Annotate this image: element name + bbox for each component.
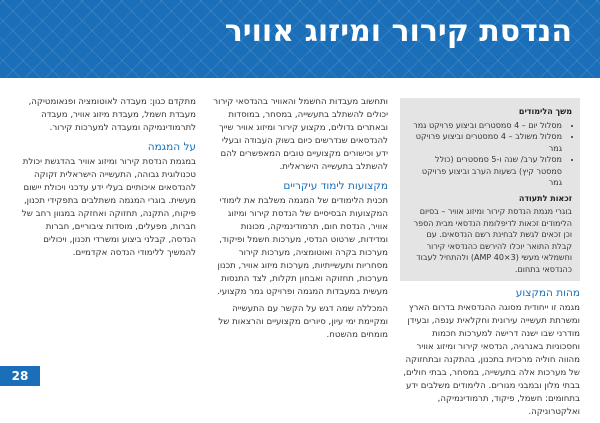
paragraph: מתקדם כגון: מעבדה לאוטומציה ופנאומטיקה, מעבדת חשמל, מעבדת מיזוג אוויר, מעבדה לתרמודינמיקה ומעבדה למערכות קירור. xyxy=(28,97,196,133)
cert-heading: זכאות לתעודה xyxy=(518,193,572,203)
section-heading-subjects: מקצועות לימוד עיקריים xyxy=(283,180,388,192)
reach-text: במגמת הנדסת קירור ומיזוג אוויר בהדגשת יכולת טכנולוגית גבוהה, התעשייה הישראלית זקוקה להנדסאים איכותיים בעלי ידע עדכני ויכולת יישום מעשית. בוגרי המגמה משתלבים בתפקידי תכנון, פיקוח, התקנה, תחזוקה ואחזקה במגוון רחב של חברות, מפעלים, מוסדות ציבוריים, חברות הנדסה, קבלני ביצוע ומשרדי תכנון, ויכולים להמשיך ללימודי הנדסה אקדמיים. xyxy=(21,157,196,258)
about-text: מגמה זו ייחודית מסוגה ההנדסאית בדרום הארץ ומשרתת תעשייה עירונית וחקלאית ענפה, ובעידן מודרני שבו ישנה דרישה למערכות חכמות וחסכוניות באנרגיה, הנדסאי קירור ומיזוג אוויר מהווה חוליה מרכזית בתכנון, בהתקנה ובתחזוקה של מערכות אלה בתעשייה, במסחר, בבתי חולים, בבתי מלון ובמבני מגורים. הלימודים משלבים ידע בתחומים: חשמל, פיקוד, תרמודינמיקה, ואלקטרוניקה. xyxy=(403,303,580,417)
cert-text: בוגרי מגמת הנדסת קירור ומיזוג אוויר – בסיום הלימודים זכאות לדיפלומת הנדסאי מבית הספר וכן זכאים לגשת לבחינת רשם הנדסאים. עם קבלת התואר יוכלו להירשם כהנדסאי קירור וחשמלאי מעשי (AMP 40×3) ולהתחיל לעבוד כהנדסאי בתחום. xyxy=(413,207,572,274)
list-item: • מסלול יום – 4 סמסטרים וביצוע פרויקט גמר xyxy=(408,120,562,132)
header-banner xyxy=(0,0,600,78)
subjects-text: תכנית הלימודים של המגמה משלבת את לימודי המקצועות הבסיסיים של הנדסת קירור ומיזוג אוויר, הנדסת חום, תרמודינמיקה, מכונות ומדידות, שרטוט הנדסי, מערכות חשמל ופיקוד, מערכות בקרה ואוטומציה, מערכות קירור מסחריות ותעשייתיות, מערכות מיזוג אוויר, תכנון מערכות, תחזוקה ואבחון תקלות, לצד התנסות מעשית במעבדות המגמה ופרויקט גמר מקצועי. xyxy=(217,196,388,297)
duration-heading: משך הלימודים xyxy=(518,107,572,116)
list-item: • מסלול משולב – 4 סמסטרים וביצוע פרויקט גמר xyxy=(408,131,562,154)
paragraph: המכללה שמה דגש על הקשר עם התעשייה ומקיימת ימי עיון, סיורים מקצועיים והרצאות של מומחים מהשטח. xyxy=(218,304,388,340)
section-heading-reach: על המגמה xyxy=(147,141,196,153)
column-middle xyxy=(208,96,388,346)
page-body xyxy=(0,84,600,417)
list-item: • מסלול ערב/ שנה ו-5 סמסטרים (כולל סמסטר קיץ) בשעות הערב וביצוע פרויקט גמר xyxy=(408,154,562,189)
paragraph: ותחשוב מעבדות החשמל והאוויר בהנדסאי קירור יכולים להשתלב בתעשייה, במסחר, במוסדות ובאתרים גדולים, מקצוע קירור ומיזוג אוויר שייך להנדסאים שנדרשים כיום בשוק העבודה ובעלי ידע וכישורים מקצועיים טובים המאפשרים להם להשתלב בתעשייה הישראלית. xyxy=(213,97,388,172)
info-box xyxy=(400,98,580,281)
column-left xyxy=(16,96,196,264)
page-number: 28 xyxy=(0,366,40,386)
column-right xyxy=(400,98,580,423)
page-title: הנדסת קירור ומיזוג אוויר xyxy=(224,14,572,49)
duration-list xyxy=(408,120,572,189)
section-heading-about: מהות המקצוע xyxy=(515,287,580,299)
